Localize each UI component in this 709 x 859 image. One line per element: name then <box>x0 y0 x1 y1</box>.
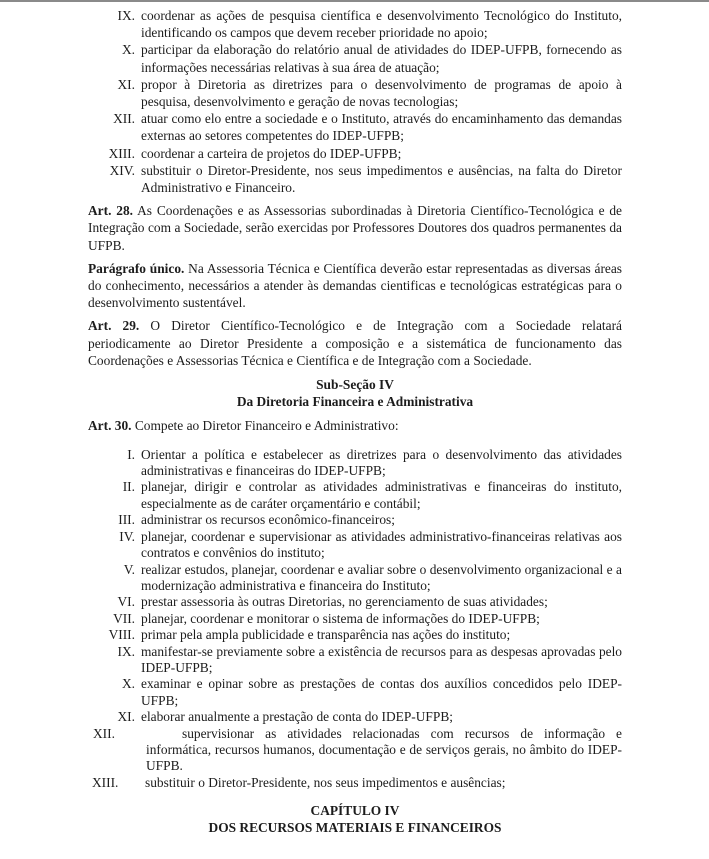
item-number: XI. <box>117 76 135 92</box>
article-text: As Coordenações e as Assessorias subordinadas à Diretoria Científico-Tecnológica e de Integração com a Sociedade, serão exercidas por Professores Doutores dos quadros permanentes da UFPB. <box>88 203 623 253</box>
subsection-title: Sub-Seção IV <box>316 377 394 393</box>
item-number: V. <box>123 561 135 577</box>
article-30-paragraph <box>88 417 622 434</box>
list-item <box>88 41 622 75</box>
article-30-text: Compete ao Diretor Financeiro e Administrativo: <box>134 418 399 434</box>
item-number: IV. <box>119 528 135 544</box>
item-text: coordenar a carteira de projetos do IDEP-UFPB; <box>141 145 402 161</box>
subsection-subtitle: Da Diretoria Financeira e Administrativa <box>236 394 474 410</box>
item-number: XIII. <box>108 145 135 161</box>
list-item <box>88 594 622 610</box>
item-number: VII. <box>113 610 135 626</box>
item-number: I. <box>127 446 135 462</box>
item-text: supervisionar as atividades relacionadas com recursos de informação e informática, recursos humanos, documentação e de serviços gerais, no âmbito do IDEP-UFPB. <box>146 725 622 774</box>
subsection-heading <box>88 376 622 410</box>
article-paragraph <box>88 202 622 254</box>
item-text: planejar, coordenar e supervisionar as atividades administrativo-financeiras relativas aos contratos e convênios do instituto; <box>141 528 622 561</box>
item-text: planejar, coordenar e monitorar o sistema de informações do IDEP-UFPB; <box>141 610 540 626</box>
item-text: coordenar as ações de pesquisa científica e desenvolvimento Tecnológico do Instituto, identificando os campos que devem receber prioridade no apoio; <box>141 8 622 41</box>
chapter-title: CAPÍTULO IV <box>310 803 400 819</box>
item-text: prestar assessoria às outras Diretorias, no gerenciamento de suas atividades; <box>141 594 548 610</box>
article-label: Art. 28. <box>88 203 134 219</box>
roman-list-art30 <box>88 447 622 792</box>
article-paragraph <box>88 260 622 312</box>
list-item <box>88 726 622 775</box>
articles-block <box>88 202 622 369</box>
item-number: XI. <box>117 709 135 725</box>
list-item <box>88 775 622 791</box>
list-item <box>88 627 622 643</box>
list-item <box>88 676 622 709</box>
item-number: XIII. <box>92 774 119 790</box>
list-item <box>88 76 622 110</box>
list-item <box>88 644 622 677</box>
item-text: propor à Diretoria as diretrizes para o desenvolvimento de programas de apoio à pesquisa, desenvolvimento e geração de novas tecnologias; <box>141 76 622 110</box>
item-number: XII. <box>113 111 135 127</box>
list-item <box>88 611 622 627</box>
item-text: substituir o Diretor-Presidente, nos seus impedimentos e ausências, na falta do Diretor Administrativo e Financeiro. <box>141 162 622 196</box>
item-text: atuar como elo entre a sociedade e o Instituto, através do encaminhamento das demandas externas ao setores competentes do IDEP-UFPB; <box>141 111 622 144</box>
item-text: Orientar a política e estabelecer as diretrizes para o desenvolvimento das atividades administrativas e financeiras do IDEP-UFPB; <box>141 446 622 479</box>
item-text: administrar os recursos econômico-financeiros; <box>141 512 395 528</box>
list-item <box>88 145 622 162</box>
list-item <box>88 447 622 480</box>
item-text: planejar, dirigir e controlar as atividades administrativas e financeiras do instituto, especialmente as de caráter orçamentário e contábil; <box>141 479 622 511</box>
item-text: examinar e opinar sobre as prestações de contas dos auxílios concedidos pelo IDEP-UFPB; <box>141 676 622 708</box>
item-number: IX. <box>117 8 135 23</box>
item-number: X. <box>121 676 135 692</box>
article-30-label: Art. 30. <box>88 418 132 434</box>
article-paragraph <box>88 317 622 369</box>
chapter-heading <box>88 802 622 836</box>
list-item <box>88 529 622 562</box>
item-text: substituir o Diretor-Presidente, nos seus impedimentos e ausências; <box>145 774 506 790</box>
article-text: Na Assessoria Técnica e Científica deverão estar representadas as diversas áreas do conhecimento, necessários a atender às demandas cientificas e tecnológicas estratégicas para o desenvolvimento sustentável. <box>88 260 623 311</box>
item-number: VIII. <box>108 627 135 643</box>
article-label: Art. 29. <box>88 318 140 334</box>
list-item <box>88 479 622 512</box>
article-label: Parágrafo único. <box>88 260 185 276</box>
roman-list-continuation <box>88 7 622 196</box>
list-item <box>88 562 622 595</box>
item-text: participar da elaboração do relatório anual de atividades do IDEP-UFPB, fornecendo as informações necessárias relativas à sua área de atuação; <box>141 42 622 75</box>
item-number: IX. <box>117 643 135 659</box>
item-text: manifestar-se previamente sobre a existência de recursos para as despesas aprovadas pelo IDEP-UFPB; <box>141 643 622 675</box>
item-text: realizar estudos, planejar, coordenar e avaliar sobre o desenvolvimento organizacional e a modernização administrativa e financeira do Instituto; <box>141 561 622 593</box>
list-item <box>88 7 622 41</box>
item-number: II. <box>122 479 135 495</box>
list-item <box>88 162 622 196</box>
item-text: primar pela ampla publicidade e transparência nas ações do instituto; <box>141 627 511 643</box>
item-number: XII. <box>93 725 115 741</box>
document-page <box>0 2 709 837</box>
item-number: VI. <box>117 594 135 610</box>
list-item <box>88 110 622 144</box>
article-text: O Diretor Científico-Tecnológico e de Integração com a Sociedade relatará periodicamente ao Diretor Presidente a composição e a sistemática de funcionamento das Coordenações e Assessorias Técnica e Científica e de Integração com a Sociedade. <box>88 318 622 368</box>
item-number: III. <box>118 512 135 528</box>
item-number: XIV. <box>109 162 135 178</box>
list-item <box>88 512 622 528</box>
list-item <box>88 709 622 725</box>
item-number: X. <box>121 42 135 58</box>
chapter-subtitle: DOS RECURSOS MATERIAIS E FINANCEIROS <box>208 820 502 836</box>
item-text: elaborar anualmente a prestação de conta do IDEP-UFPB; <box>141 709 453 725</box>
